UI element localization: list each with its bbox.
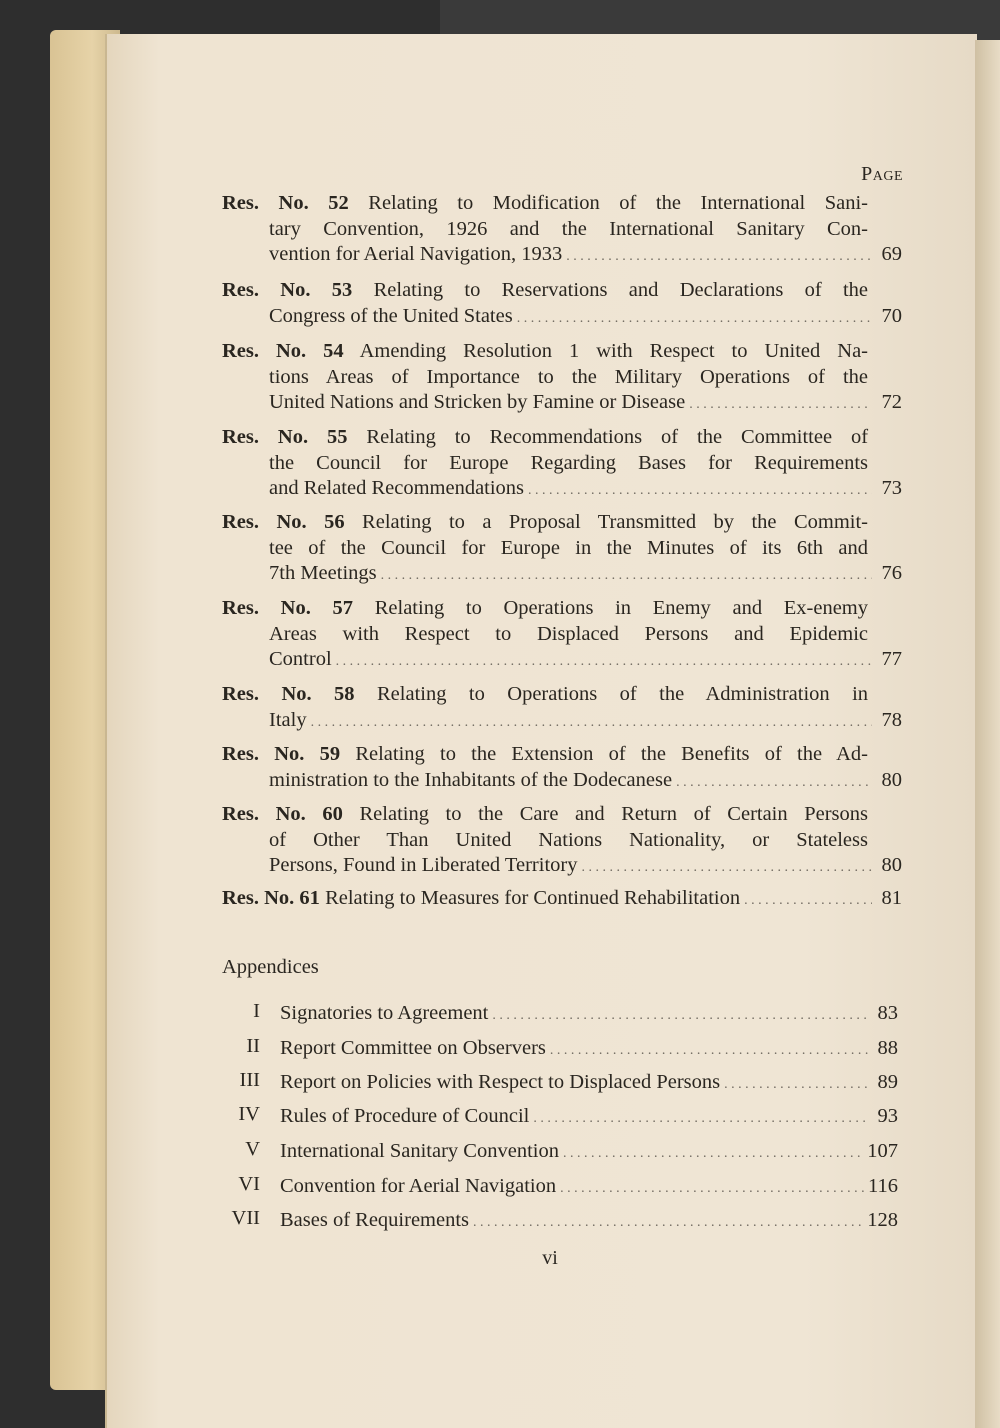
appendix-numeral: V	[245, 1138, 260, 1160]
resolution-label: Res. No. 60	[222, 803, 343, 825]
entry-text: Amending Resolution 1 with Respect to United Na-	[359, 340, 868, 362]
appendix-title: Bases of Requirements	[280, 1209, 470, 1231]
dot-leader	[563, 1141, 863, 1167]
toc-entry-line	[222, 277, 868, 303]
appendix-page-number: 93	[877, 1105, 898, 1127]
appendix-title: Convention for Aerial Navigation	[280, 1175, 557, 1197]
entry-text: Relating to Operations of the Administration in	[377, 683, 869, 705]
entry-text: tions Areas of Importance to the Military Operations of the	[269, 365, 868, 388]
toc-entry-line	[269, 707, 902, 736]
appendix-entry	[280, 1207, 898, 1236]
resolution-label: Res. No. 55	[222, 426, 348, 448]
entry-text: tee of the Council for Europe in the Minutes of its 6th and	[269, 536, 868, 559]
appendix-page-number: 128	[867, 1209, 898, 1231]
dot-leader	[528, 478, 872, 504]
resolution-label: Res. No. 61	[222, 887, 320, 909]
toc-entry-line	[269, 303, 902, 332]
appendix-entry	[280, 1103, 898, 1132]
resolution-label: Res. No. 53	[222, 279, 353, 301]
entry-page-number: 73	[881, 477, 902, 499]
entry-page-number: 81	[881, 887, 902, 909]
entry-page-number: 72	[881, 391, 902, 413]
entry-text: Relating to Modification of the International Sani-	[368, 192, 869, 214]
appendix-numeral: I	[253, 1000, 260, 1022]
facing-page-edge	[975, 40, 1000, 1428]
toc-entry-line	[269, 621, 868, 647]
toc-entry-line	[269, 216, 868, 242]
dot-leader	[336, 649, 872, 675]
entry-text: United Nations and Stricken by Famine or Disease	[269, 391, 686, 413]
entry-text: tary Convention, 1926 and the International Sanitary Con-	[269, 217, 868, 240]
entry-page-number: 69	[881, 243, 902, 265]
appendix-title: International Sanitary Convention	[280, 1140, 559, 1162]
dot-leader	[492, 1003, 868, 1029]
entry-text: of Other Than United Nations Nationality, or Stateless	[269, 828, 868, 851]
appendix-numeral: III	[239, 1069, 260, 1091]
entry-text: Relating to Reservations and Declarations of the	[373, 279, 869, 301]
entry-text: ministration to the Inhabitants of the Dodecanese	[269, 768, 673, 791]
appendix-page-number: 89	[877, 1071, 898, 1093]
dot-leader	[689, 392, 872, 418]
resolution-label: Res. No. 57	[222, 597, 354, 619]
toc-entry-line	[222, 190, 868, 216]
toc-entry-line	[222, 338, 868, 364]
appendix-entry	[280, 1069, 898, 1098]
appendix-page-number: 88	[877, 1037, 898, 1059]
appendix-numeral: VII	[231, 1207, 260, 1229]
toc-entry-line	[222, 595, 868, 621]
dot-leader	[724, 1072, 868, 1098]
appendix-entry	[280, 1138, 898, 1167]
page-column-header: Page	[861, 163, 903, 185]
toc-entry-line	[222, 424, 868, 450]
appendix-title: Report Committee on Observers	[280, 1037, 546, 1059]
entry-text: Relating to Recommendations of the Committee of	[366, 426, 869, 448]
dot-leader	[533, 1106, 868, 1132]
dot-leader	[550, 1038, 868, 1064]
dot-leader	[581, 855, 872, 881]
dot-leader	[560, 1176, 864, 1202]
appendices-heading: Appendices	[222, 956, 319, 978]
toc-entry-line	[269, 827, 868, 853]
dot-leader	[566, 244, 872, 270]
entry-page-number: 80	[881, 768, 902, 791]
toc-entry-line	[269, 241, 902, 270]
toc-entry-line	[269, 450, 868, 476]
entry-text: Control	[269, 648, 332, 670]
dot-leader	[473, 1210, 863, 1236]
entry-text: Congress of the United States	[269, 304, 513, 327]
entry-text: the Council for Europe Regarding Bases for Requirements	[269, 451, 868, 474]
appendix-numeral: VI	[238, 1173, 260, 1195]
appendix-title: Rules of Procedure of Council	[280, 1105, 530, 1127]
entry-text: Relating to a Proposal Transmitted by the Commit-	[362, 511, 869, 533]
entry-text: Italy	[269, 708, 307, 731]
entry-page-number: 76	[881, 562, 902, 584]
appendix-page-number: 116	[868, 1175, 898, 1197]
appendix-numeral: II	[246, 1035, 260, 1057]
appendix-numeral: IV	[238, 1103, 260, 1125]
toc-entry-line	[269, 852, 902, 881]
dot-leader	[517, 306, 872, 332]
entry-text: Persons, Found in Liberated Territory	[269, 854, 578, 876]
entry-page-number: 77	[881, 648, 902, 670]
appendix-entry	[280, 1035, 898, 1064]
dot-leader	[381, 563, 872, 589]
toc-entry-line	[269, 767, 902, 796]
resolution-label: Res. No. 54	[222, 340, 344, 362]
appendix-entry	[280, 1000, 898, 1029]
resolution-label: Res. No. 52	[222, 192, 349, 214]
resolution-label: Res. No. 58	[222, 683, 355, 705]
entry-text: Areas with Respect to Displaced Persons and Epidemic	[269, 622, 868, 645]
toc-entry-line	[222, 801, 868, 827]
appendix-page-number: 107	[867, 1140, 898, 1162]
toc-entry-line	[222, 885, 902, 914]
toc-entry-line	[269, 389, 902, 418]
page-number: vi	[542, 1247, 558, 1269]
toc-entry-line	[222, 741, 868, 767]
toc-entry-line	[269, 646, 902, 675]
entry-text: Relating to the Care and Return of Certain Persons	[359, 803, 869, 825]
entry-text: Relating to Operations in Enemy and Ex-enemy	[374, 597, 869, 619]
toc-entry-line	[269, 364, 868, 390]
entry-text: Relating to the Extension of the Benefits of the Ad-	[355, 743, 869, 765]
toc-entry-line	[269, 560, 902, 589]
appendix-entry	[280, 1173, 898, 1202]
appendix-title: Report on Policies with Respect to Displaced Persons	[280, 1071, 721, 1093]
toc-entry-line	[269, 535, 868, 561]
dot-leader	[311, 710, 872, 736]
resolution-label: Res. No. 59	[222, 743, 341, 765]
entry-text: vention for Aerial Navigation, 1933	[269, 243, 563, 265]
toc-entry-line	[222, 509, 868, 535]
entry-text: and Related Recommendations	[269, 477, 525, 499]
dot-leader	[744, 888, 872, 914]
entry-page-number: 80	[881, 854, 902, 876]
entry-text: 7th Meetings	[269, 562, 377, 584]
toc-entry-line	[222, 681, 868, 707]
entry-page-number: 78	[881, 708, 902, 731]
appendix-title: Signatories to Agreement	[280, 1002, 489, 1024]
appendix-page-number: 83	[877, 1002, 898, 1024]
entry-page-number: 70	[881, 304, 902, 327]
entry-text: Res. No. 61 Relating to Measures for Continued Rehabilitation	[222, 887, 741, 909]
resolution-label: Res. No. 56	[222, 511, 345, 533]
toc-entry-line	[269, 475, 902, 504]
dot-leader	[676, 770, 872, 796]
